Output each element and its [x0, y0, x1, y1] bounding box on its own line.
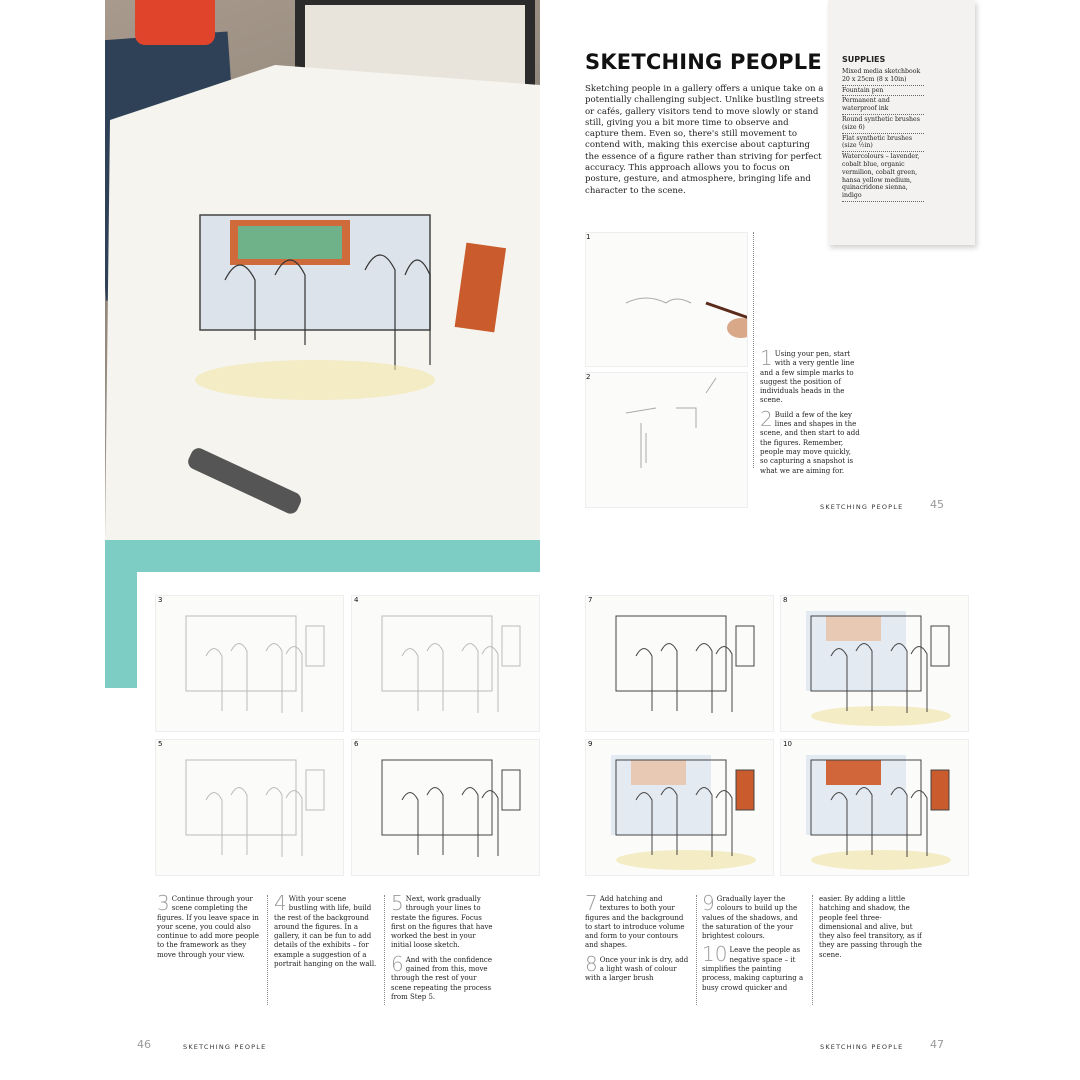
steps-1-2 — [760, 346, 860, 481]
step-text: Add hatching and textures to both your figures and the background to start to introduce volume and form to your contours and shapes. — [585, 895, 685, 950]
page-number: 46 — [137, 1038, 151, 1051]
step-number: 3 — [157, 891, 170, 915]
running-footer: SKETCHING PEOPLE — [820, 1043, 904, 1051]
step-label: 4 — [354, 596, 359, 604]
supply-item: Fountain pen — [842, 86, 924, 97]
dotted-divider — [384, 895, 385, 1005]
step-10-continued: easier. By adding a little hatching and shadow, the people feel three-dimensional and alive, but they also feel transitory, as if they are passing through the scene. — [819, 895, 922, 959]
page-title: SKETCHING PEOPLE — [585, 50, 822, 74]
hero-photo — [105, 0, 540, 540]
step-number: 1 — [760, 346, 773, 370]
step-image — [155, 739, 344, 876]
step-number: 9 — [702, 891, 715, 915]
step-1-image — [585, 232, 748, 367]
step-label: 2 — [586, 373, 591, 381]
gallery-sketch-illustration — [781, 740, 968, 875]
dotted-divider — [753, 232, 754, 468]
gallery-sketch-illustration — [781, 596, 968, 731]
dotted-divider — [696, 895, 697, 1005]
step-text: Once your ink is dry, add a light wash of colour with a larger brush — [585, 955, 689, 983]
pen-sketch-illustration — [586, 233, 747, 366]
step-image — [585, 739, 774, 876]
gallery-sketch-illustration — [586, 596, 773, 731]
teal-accent-bar — [105, 572, 137, 688]
supply-item: Watercolours – lavender, cobalt blue, organic vermilion, cobalt green, hansa yellow medium, quinacridone sienna, indigo — [842, 152, 924, 202]
step-4-column — [274, 891, 377, 974]
step-number: 5 — [391, 891, 404, 915]
running-footer: SKETCHING PEOPLE — [820, 503, 904, 511]
intro-paragraph: Sketching people in a gallery offers a unique take on a potentially challenging subject. Unlike bustling streets or cafés, gallery visitors tend to move slowly or stand still, giving you a bit more time to observe and capture them. Even so, there's still movement to contend with, making this exercise about capturing the essence of a figure rather than striving for perfect accuracy. This approach allows you to focus on posture, gesture, and atmosphere, bringing life and character to the scene. — [585, 84, 825, 196]
supplies-box — [828, 0, 975, 245]
step-label: 7 — [588, 596, 593, 604]
gallery-sketch-illustration — [352, 740, 539, 875]
sketchbook-photo-illustration — [105, 0, 540, 540]
step-label: 6 — [354, 740, 359, 748]
step-image — [351, 595, 540, 732]
step-image — [585, 595, 774, 732]
step-image — [780, 595, 969, 732]
step-text: Gradually layer the colours to build up the values of the shadows, and the saturation of the your brightest colours. — [702, 895, 798, 941]
page-number: 45 — [930, 498, 944, 511]
supply-item: Mixed media sketchbook 20 x 25cm (8 x 10in) — [842, 67, 924, 86]
running-footer: SKETCHING PEOPLE — [183, 1043, 267, 1051]
step-7-8-column — [585, 891, 690, 989]
step-number: 2 — [760, 406, 773, 431]
step-number: 6 — [391, 951, 404, 976]
step-text: Using your pen, start with a very gentle line and a few simple marks to suggest the position of individuals heads in the scene. — [760, 350, 855, 405]
step-number: 8 — [585, 951, 598, 976]
step-text: Next, work gradually through your lines to restate the figures. Focus first on the figures that have worked the best in your initial loose sketch. — [391, 895, 493, 950]
step-label: 9 — [588, 740, 593, 748]
supply-item: Flat synthetic brushes (size ½in) — [842, 134, 924, 153]
step-number: 7 — [585, 891, 598, 915]
supply-item: Round synthetic brushes (size 6) — [842, 115, 924, 134]
step-5-6-column — [391, 891, 494, 1007]
supply-item: Permanent and waterproof ink — [842, 96, 924, 115]
gallery-sketch-illustration — [352, 596, 539, 731]
supplies-heading: SUPPLIES — [842, 55, 886, 64]
step-label: 8 — [783, 596, 788, 604]
gallery-sketch-illustration — [156, 740, 343, 875]
step-text: Continue through your scene completing the figures. If you leave space in your scene, you could also continue to add more people to the framework as they move through your view. — [157, 895, 259, 959]
step-text: Leave the people as negative space – it simplifies the painting process, making capturing a busy crowd quicker and — [702, 946, 804, 992]
step-number: 4 — [274, 891, 287, 915]
step-label: 1 — [586, 233, 591, 241]
step-label: 5 — [158, 740, 163, 748]
gallery-sketch-illustration — [586, 740, 773, 875]
step-text: And with the confidence gained from this, move through the rest of your scene repeating the process from Step 5. — [391, 955, 492, 1001]
teal-accent-band — [105, 540, 540, 572]
step-text: With your scene bustling with life, build the rest of the background around the figures. In a gallery, it can be fun to add details of the exhibits – for example a suggestion of a portrait hanging on the wall. — [274, 895, 377, 969]
step-3-column — [157, 891, 260, 965]
gallery-sketch-illustration — [156, 596, 343, 731]
step-number: 10 — [702, 942, 728, 967]
dotted-divider — [267, 895, 268, 1005]
step-2-image — [585, 372, 748, 508]
page-number: 47 — [930, 1038, 944, 1051]
step-image — [780, 739, 969, 876]
step-image — [155, 595, 344, 732]
dotted-divider — [812, 895, 813, 1005]
step-image — [351, 739, 540, 876]
step-9-10-column — [702, 891, 805, 998]
step-text: Build a few of the key lines and shapes in the scene, and then start to add the figures. Remember, people may move quickly, so capturing a snapshot is what we are aiming for. — [760, 410, 860, 475]
step-label: 3 — [158, 596, 163, 604]
step-label: 10 — [783, 740, 792, 748]
sketch-illustration — [586, 373, 747, 507]
